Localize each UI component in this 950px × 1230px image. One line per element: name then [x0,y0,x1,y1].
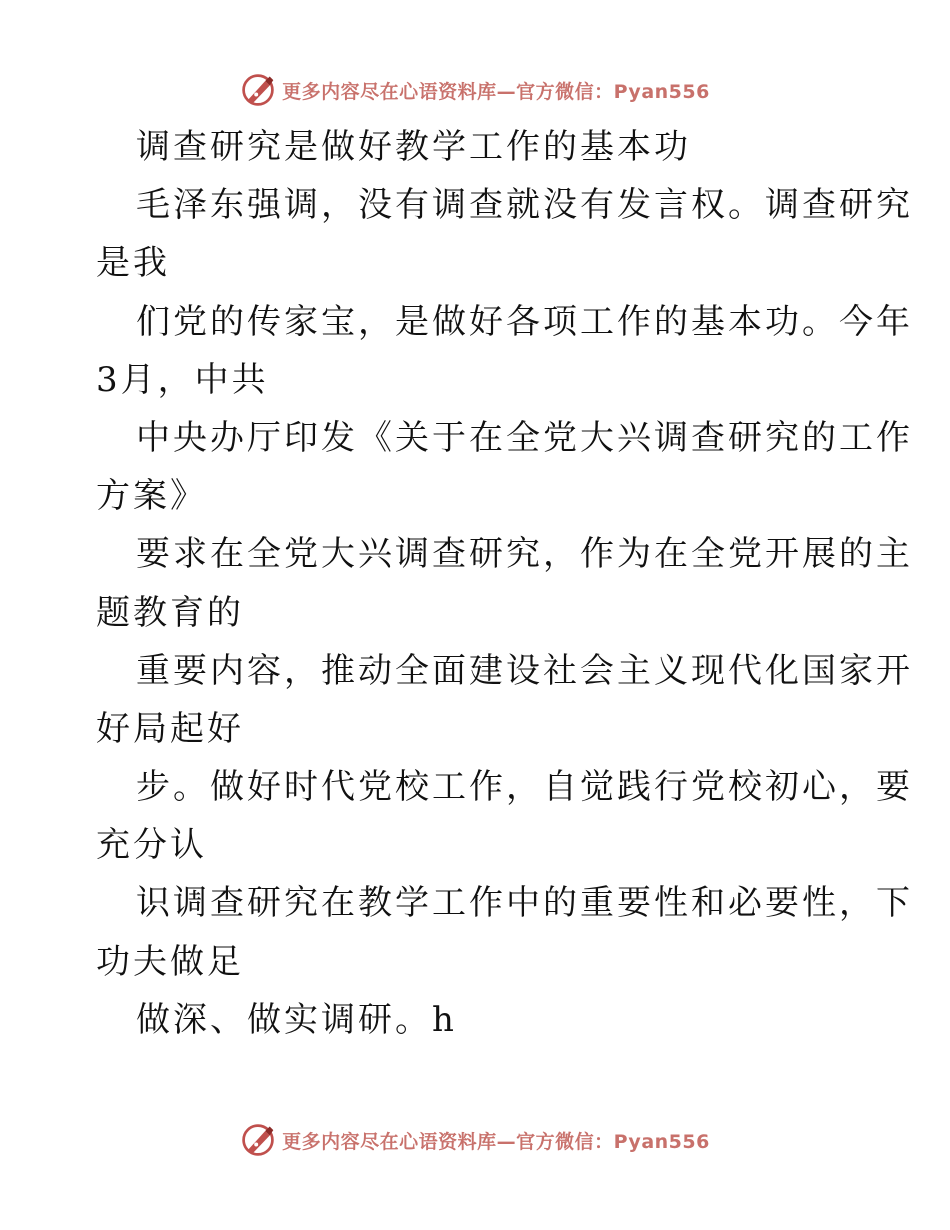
text-line: 做深、做实调研。h [136,999,457,1040]
pen-logo-icon [240,1122,276,1158]
text-line: 识调查研究在教学工作中的重要性和必要性，下 [136,883,913,924]
footer-watermark [0,1118,950,1162]
text-line: 是我 [96,243,170,284]
header-watermark [0,68,950,112]
watermark-text: 更多内容尽在心语资料库—官方微信：Pyan556 [282,80,710,103]
text-line: 中央办厅印发《关于在全党大兴调查研究的工作 [136,417,913,458]
watermark-text: 更多内容尽在心语资料库—官方微信：Pyan556 [282,1130,710,1153]
text-line: 方案》 [96,476,207,517]
pen-logo-icon [240,72,276,108]
text-line: 要求在全党大兴调查研究，作为在全党开展的主 [136,534,913,575]
document-body [96,118,913,1049]
text-line: 们党的传家宝，是做好各项工作的基本功。今年 [136,301,913,342]
text-line: 重要内容，推动全面建设社会主义现代化国家开 [136,650,913,691]
text-line: 充分认 [96,825,207,866]
text-line: 毛泽东强调，没有调查就没有发言权。调查研究 [136,185,913,226]
text-line: 功夫做足 [96,941,244,982]
text-line: 题教育的 [96,592,244,633]
text-line: 3月，中共 [96,359,269,400]
text-line: 好局起好 [96,708,244,749]
text-line: 步。做好时代党校工作，自觉践行党校初心，要 [136,767,913,808]
text-line: 调查研究是做好教学工作的基本功 [136,127,691,167]
